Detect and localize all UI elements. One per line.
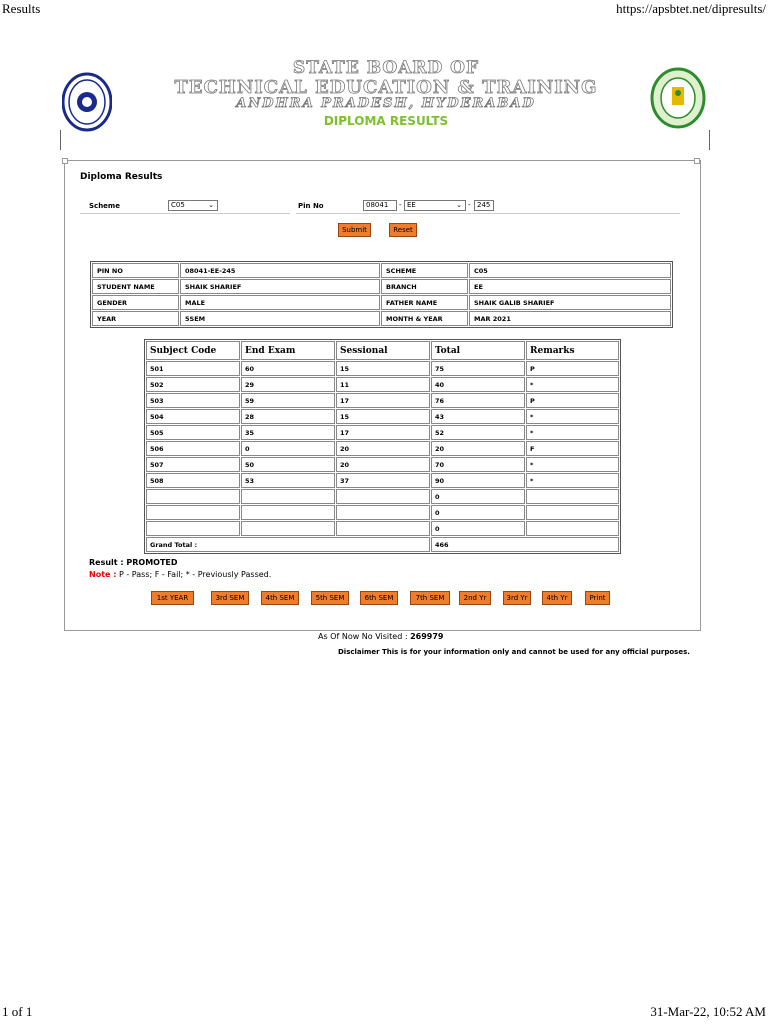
sem-button-2nd-yr[interactable]: 2nd Yr — [459, 591, 491, 605]
scheme-underline — [80, 213, 290, 214]
total-cell: 0 — [431, 505, 525, 520]
subject-code-cell — [146, 489, 240, 504]
visit-counter — [318, 632, 443, 641]
sem-button-print[interactable]: Print — [585, 591, 610, 605]
sem-button-4th-sem[interactable]: 4th SEM — [261, 591, 299, 605]
table-row — [146, 441, 619, 456]
sessional-cell: 15 — [336, 361, 430, 376]
branch-value-cell: EE — [469, 279, 671, 294]
year-value-cell: 5SEM — [180, 311, 380, 326]
pin-value-cell: 08041-EE-245 — [180, 263, 380, 278]
note-key: Note : — [89, 570, 117, 579]
remarks-cell: P — [526, 393, 619, 408]
state-emblem-icon — [650, 67, 706, 129]
year-label-cell: YEAR — [92, 311, 179, 326]
banner-bracket-left — [60, 130, 64, 150]
result-status: Result : PROMOTED — [89, 558, 178, 567]
sessional-cell: 17 — [336, 393, 430, 408]
remarks-cell — [526, 505, 619, 520]
end-exam-cell — [241, 489, 335, 504]
form-title: Diploma Results — [80, 172, 163, 182]
table-row — [92, 311, 671, 326]
end-exam-cell: 35 — [241, 425, 335, 440]
print-page-title: Results — [2, 1, 41, 16]
table-row — [146, 457, 619, 472]
father-value-cell: SHAIK GALIB SHARIEF — [469, 295, 671, 310]
banner-line-1: STATE BOARD OF — [292, 58, 480, 78]
table-row — [92, 263, 671, 278]
pin-part3-input[interactable]: 245 — [474, 200, 494, 211]
branch-select-value: EE — [407, 201, 416, 209]
sessional-cell: 37 — [336, 473, 430, 488]
grand-total-label: Grand Total : — [146, 537, 430, 552]
reset-button[interactable]: Reset — [389, 223, 417, 237]
month-label-cell: MONTH & YEAR — [381, 311, 468, 326]
sessional-cell: 15 — [336, 409, 430, 424]
subject-code-cell: 508 — [146, 473, 240, 488]
end-exam-cell: 53 — [241, 473, 335, 488]
result-note — [89, 570, 271, 579]
total-cell: 70 — [431, 457, 525, 472]
table-row — [146, 425, 619, 440]
pin-separator-1: - — [399, 201, 402, 209]
end-exam-cell: 50 — [241, 457, 335, 472]
sessional-cell: 20 — [336, 457, 430, 472]
subject-code-cell: 507 — [146, 457, 240, 472]
pin-underline — [296, 213, 680, 214]
remarks-cell: * — [526, 409, 619, 424]
total-cell: 40 — [431, 377, 525, 392]
subject-code-cell — [146, 521, 240, 536]
total-cell: 0 — [431, 489, 525, 504]
col-header-subject-code: Subject Code — [146, 341, 240, 360]
remarks-cell — [526, 489, 619, 504]
banner-line-3: ANDHRA PRADESH, HYDERABAD — [236, 96, 536, 111]
subject-code-cell: 503 — [146, 393, 240, 408]
col-header-total: Total — [431, 341, 525, 360]
marks-table — [144, 339, 621, 554]
end-exam-cell: 60 — [241, 361, 335, 376]
sessional-cell: 20 — [336, 441, 430, 456]
scheme-label-cell: SCHEME — [381, 263, 468, 278]
subject-code-cell: 502 — [146, 377, 240, 392]
table-row — [146, 377, 619, 392]
table-row — [146, 361, 619, 376]
sessional-cell: 17 — [336, 425, 430, 440]
subject-code-cell: 505 — [146, 425, 240, 440]
table-row — [146, 409, 619, 424]
scheme-label: Scheme — [89, 202, 120, 210]
table-row — [146, 489, 619, 504]
pin-label: Pin No — [298, 202, 324, 210]
father-label-cell: FATHER NAME — [381, 295, 468, 310]
total-cell: 90 — [431, 473, 525, 488]
remarks-cell: * — [526, 425, 619, 440]
note-text: P - Pass; F - Fail; * - Previously Passed. — [116, 570, 272, 579]
print-footer — [0, 1004, 768, 1024]
end-exam-cell: 59 — [241, 393, 335, 408]
sem-button-4th-yr[interactable]: 4th Yr — [542, 591, 572, 605]
name-label-cell: STUDENT NAME — [92, 279, 179, 294]
scheme-select-value: C05 — [171, 201, 185, 209]
subject-code-cell: 506 — [146, 441, 240, 456]
sem-button-1st-year[interactable]: 1st YEAR — [151, 591, 194, 605]
month-value-cell: MAR 2021 — [469, 311, 671, 326]
sessional-cell — [336, 489, 430, 504]
subject-code-cell: 501 — [146, 361, 240, 376]
visit-counter-value: 269979 — [410, 632, 444, 641]
sem-button-3rd-yr[interactable]: 3rd Yr — [503, 591, 531, 605]
sessional-cell — [336, 521, 430, 536]
print-header — [0, 0, 768, 18]
branch-label-cell: BRANCH — [381, 279, 468, 294]
sessional-cell: 11 — [336, 377, 430, 392]
gender-label-cell: GENDER — [92, 295, 179, 310]
end-exam-cell — [241, 505, 335, 520]
branch-select[interactable] — [404, 200, 466, 211]
marks-header-row — [146, 341, 619, 360]
remarks-cell: P — [526, 361, 619, 376]
chevron-down-icon: ⌄ — [208, 201, 214, 209]
col-header-remarks: Remarks — [526, 341, 619, 360]
panel-corner-left — [62, 158, 68, 164]
total-cell: 20 — [431, 441, 525, 456]
student-info-table — [90, 261, 673, 328]
sem-button-7th-sem[interactable]: 7th SEM — [410, 591, 450, 605]
marks-body — [146, 361, 619, 536]
remarks-cell: * — [526, 377, 619, 392]
sem-button-3rd-sem[interactable]: 3rd SEM — [211, 591, 249, 605]
subject-code-cell — [146, 505, 240, 520]
end-exam-cell — [241, 521, 335, 536]
subject-code-cell: 504 — [146, 409, 240, 424]
sessional-cell — [336, 505, 430, 520]
col-header-end-exam: End Exam — [241, 341, 335, 360]
gender-value-cell: MALE — [180, 295, 380, 310]
print-page-count: 1 of 1 — [2, 1004, 33, 1019]
table-row — [92, 279, 671, 294]
sbtet-banner — [60, 52, 712, 132]
panel-corner-right — [694, 158, 700, 164]
scheme-select[interactable] — [168, 200, 218, 211]
banner-line-2: TECHNICAL EDUCATION & TRAINING — [174, 77, 598, 98]
remarks-cell — [526, 521, 619, 536]
total-cell: 43 — [431, 409, 525, 424]
remarks-cell: * — [526, 457, 619, 472]
disclaimer: Disclaimer This is for your information only and cannot be used for any official purposes. — [338, 648, 690, 656]
submit-button[interactable]: Submit — [338, 223, 371, 237]
scheme-value-cell: C05 — [469, 263, 671, 278]
banner-bracket-right — [706, 130, 710, 150]
print-url[interactable]: https://apsbtet.net/dipresults/ — [616, 1, 766, 16]
total-cell: 0 — [431, 521, 525, 536]
sem-button-5th-sem[interactable]: 5th SEM — [311, 591, 349, 605]
table-row — [146, 505, 619, 520]
table-row — [92, 295, 671, 310]
name-value-cell: SHAIK SHARIEF — [180, 279, 380, 294]
pin-part1-input[interactable]: 08041 — [363, 200, 397, 211]
total-cell: 52 — [431, 425, 525, 440]
end-exam-cell: 28 — [241, 409, 335, 424]
end-exam-cell: 29 — [241, 377, 335, 392]
total-cell: 75 — [431, 361, 525, 376]
grand-total-value: 466 — [431, 537, 619, 552]
table-row — [146, 521, 619, 536]
banner-subtitle: DIPLOMA RESULTS — [323, 114, 449, 128]
sem-button-6th-sem[interactable]: 6th SEM — [360, 591, 398, 605]
visit-counter-label: As Of Now No Visited : — [318, 632, 408, 641]
end-exam-cell: 0 — [241, 441, 335, 456]
grand-total-row — [146, 537, 619, 552]
remarks-cell: F — [526, 441, 619, 456]
remarks-cell: * — [526, 473, 619, 488]
pin-label-cell: PIN NO — [92, 263, 179, 278]
col-header-sessional: Sessional — [336, 341, 430, 360]
total-cell: 76 — [431, 393, 525, 408]
table-row — [146, 393, 619, 408]
print-timestamp: 31-Mar-22, 10:52 AM — [650, 1004, 766, 1019]
pin-separator-2: - — [468, 201, 471, 209]
table-row — [146, 473, 619, 488]
chevron-down-icon: ⌄ — [456, 201, 462, 209]
